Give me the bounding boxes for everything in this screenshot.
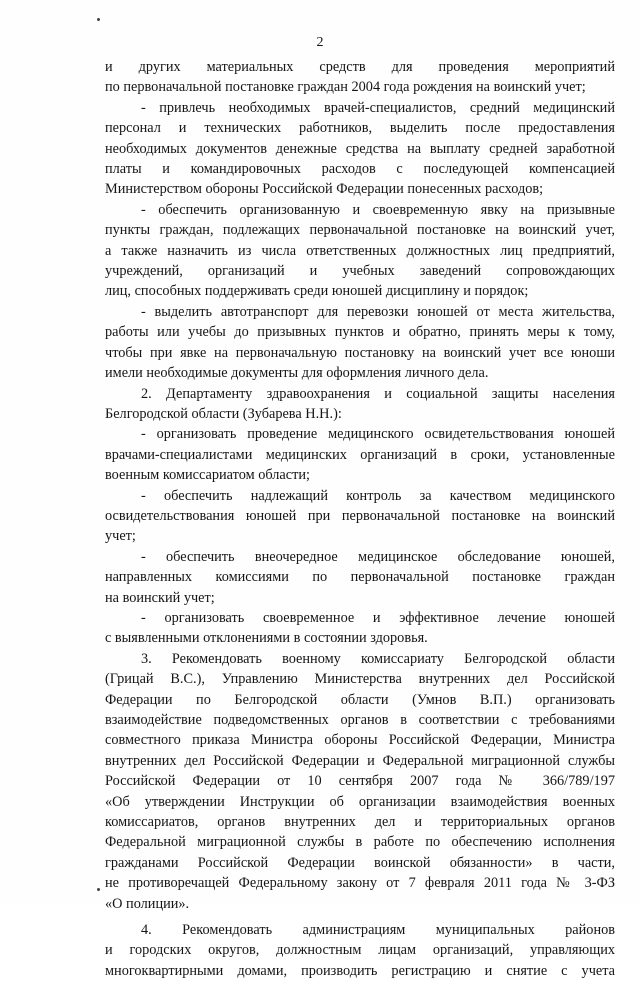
text-line: - обеспечить внеочередное медицинское обследование юношей, <box>141 548 615 565</box>
text-line: 3. Рекомендовать военному комиссариату Белгородской области <box>141 650 615 667</box>
text-line: и городских округов, должностным лицам организаций, управляющих <box>105 942 615 959</box>
text-line: внутренних дел Российской Федерации и Федеральной миграционной службы <box>105 752 615 769</box>
paragraph <box>105 384 615 425</box>
text-line: гражданами Российской Федерации воинской обязанности» в части, <box>105 854 615 871</box>
text-line: чтобы при явке на первоначальную постановку на воинский учет все юноши <box>105 344 615 361</box>
text-line: освидетельствования юношей при первоначальной постановке на воинский <box>105 507 615 524</box>
text-line: - выделить автотранспорт для перевозки юношей от места жительства, <box>141 303 615 320</box>
text-line: платы и командировочных расходов с последующей компенсацией <box>105 161 615 178</box>
text-line: персонал и технических работников, выделить после предоставления <box>105 120 615 137</box>
text-line: учреждений, организаций и учебных заведений сопровождающих <box>105 263 615 280</box>
text-line: по первоначальной постановке граждан 2004 года рождения на воинский учет; <box>105 79 586 96</box>
text-line: - организовать проведение медицинского освидетельствования юношей <box>141 426 615 443</box>
text-line: Министерством обороны Российской Федерации понесенных расходов; <box>105 181 544 198</box>
document-body <box>105 57 615 981</box>
text-line: а также назначить из числа ответственных должностных лиц предприятий, <box>105 242 615 259</box>
paragraph <box>105 98 615 200</box>
text-line: Белгородской области (Зубарева Н.Н.): <box>105 405 342 422</box>
paragraph <box>105 486 615 547</box>
text-line: и других материальных средств для проведения мероприятий <box>105 59 615 75</box>
paragraph <box>105 200 615 302</box>
text-line: не противоречащей Федеральному закону от 7 февраля 2011 года № 3-ФЗ <box>105 875 615 892</box>
text-line: Российской Федерации от 10 сентября 2007 года № 366/789/197 <box>105 773 615 790</box>
paragraph <box>105 920 615 981</box>
text-line: необходимых документов денежные средства на выплату средней заработной <box>105 140 615 157</box>
text-line: направленных комиссиями по первоначальной постановке граждан <box>105 569 615 586</box>
text-line: с выявленными отклонениями в состоянии здоровья. <box>105 630 428 647</box>
paragraph <box>105 649 615 914</box>
text-line: врачами-специалистами медицинских организаций в сроки, установленные <box>105 446 615 463</box>
text-line: Федерации по Белгородской области (Умнов В.П.) организовать <box>105 691 615 708</box>
paragraph <box>105 424 615 485</box>
text-line: взаимодействие подведомственных органов в соответствии с требованиями <box>105 712 615 728</box>
text-line: - организовать своевременное и эффективное лечение юношей <box>141 609 615 626</box>
paragraph <box>105 57 615 98</box>
text-line: - привлечь необходимых врачей-специалистов, средний медицинский <box>141 99 615 116</box>
text-line: многоквартирными домами, производить регистрацию и снятие с учета <box>105 962 615 979</box>
text-line: 4. Рекомендовать администрациям муниципальных районов <box>141 922 615 939</box>
paragraph <box>105 302 615 384</box>
text-line: (Грицай В.С.), Управлению Министерства внутренних дел Российской <box>105 671 615 688</box>
text-line: - обеспечить организованную и своевременную явку на призывные <box>141 201 615 218</box>
text-line: военным комиссариатом области; <box>105 467 310 484</box>
scan-mark <box>97 18 100 21</box>
text-line: комиссариатов, органов внутренних дел и территориальных органов <box>105 814 615 831</box>
paragraph <box>105 608 615 649</box>
text-line: имели необходимые документы для оформления личного дела. <box>105 365 489 382</box>
text-line: лиц, способных поддерживать среди юношей дисциплину и порядок; <box>105 283 529 300</box>
text-line: «О полиции». <box>105 895 190 912</box>
text-line: пункты граждан, подлежащих первоначальной постановке на воинский учет, <box>105 222 615 239</box>
text-line: учет; <box>105 528 136 545</box>
page-number: 2 <box>316 35 324 50</box>
text-line: «Об утверждении Инструкции об организации взаимодействия военных <box>105 793 615 810</box>
text-line: 2. Департаменту здравоохранения и социальной защиты населения <box>141 385 615 402</box>
text-line: Федеральной миграционной службы в работе по обеспечению исполнения <box>105 834 615 851</box>
text-line: на воинский учет; <box>105 589 215 606</box>
text-line: - обеспечить надлежащий контроль за качеством медицинского <box>141 487 615 504</box>
text-line: совместного приказа Министра обороны Российской Федерации, Министра <box>105 732 615 749</box>
scan-mark <box>97 888 100 891</box>
paragraph <box>105 547 615 608</box>
text-line: работы или учебы до призывных пунктов и обратно, принять меры к тому, <box>105 324 615 341</box>
